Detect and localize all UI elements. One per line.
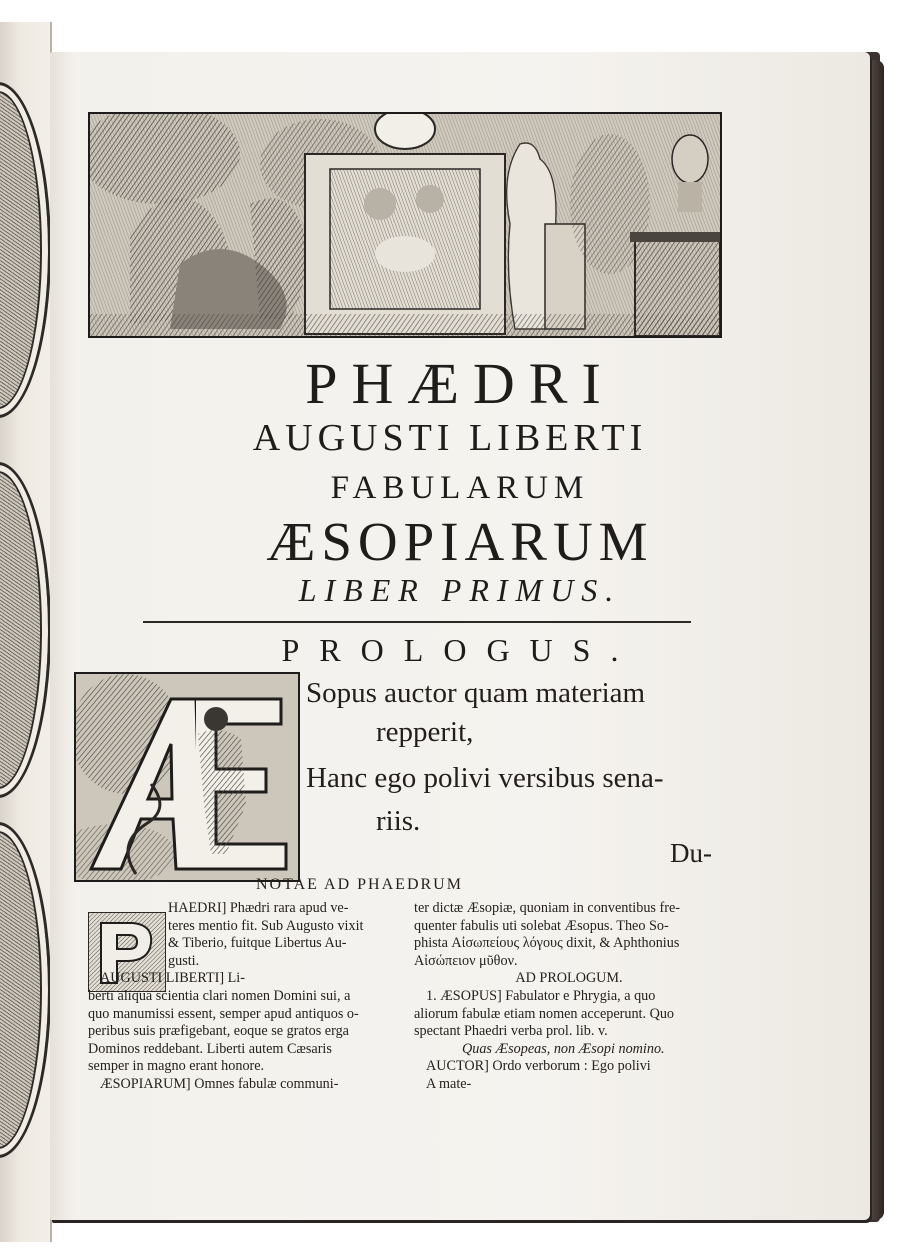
note-left-line: gusti. [168, 952, 200, 969]
note-left-line: semper in magno erant honore. [88, 1058, 265, 1075]
note-right-line: phista Αἰσωπείους λόγους dixit, & Aphthonius [414, 935, 680, 952]
note-left-line: HAEDRI] Phædri rara apud ve- [168, 900, 349, 916]
title-prologus: PROLOGUS. [281, 632, 639, 668]
left-facing-page [0, 22, 52, 1242]
title-aesopiarum: ÆSOPIARUM [266, 511, 654, 572]
note-right-line: Αἰσώπειον μῦθον. [414, 952, 518, 969]
note-right-line: AUCTOR] Ordo verborum : Ego polivi [426, 1058, 651, 1075]
medallion-engraving-2 [0, 462, 51, 798]
verse-line-4: riis. [376, 805, 421, 837]
book-spine-edge [868, 60, 884, 1220]
note-left-line: ÆSOPIARUM] Omnes fabulæ communi- [100, 1075, 339, 1092]
note-left-line: AUGUSTI LIBERTI] Li- [100, 970, 245, 987]
notes-left-column [88, 900, 398, 1094]
note-left-line: Dominos reddebant. Liberti autem Cæsaris [88, 1040, 332, 1057]
note-left-line: quo manumissi essent, semper apud antiquos o- [88, 1005, 359, 1022]
note-right-quote: Quas Æsopeas, non Æsopi nomino. [462, 1040, 665, 1057]
note-left-line: berti aliqua scientia clari nomen Domini sui, a [88, 987, 351, 1004]
note-right-line: spectant Phaedri verba prol. lib. v. [414, 1023, 608, 1040]
title-phaedri: PHÆDRI [305, 351, 615, 416]
note-left-line: teres mentio fit. Sub Augusto vixit [168, 917, 364, 934]
header-engraving [88, 112, 722, 338]
note-left-line: peribus suis præfigebant, eoque se gratos erga [88, 1023, 349, 1040]
note-right-line: quenter fabulis uti solebat Æsopus. Theo So- [414, 917, 669, 934]
title-fabularum: FABULARUM [330, 470, 590, 506]
medallion-engraving-1 [0, 82, 51, 418]
note-left-line: & Tiberio, fuitque Libertus Au- [168, 935, 347, 952]
notes-heading: NOTAE AD PHAEDRUM [256, 876, 463, 893]
medallion-engraving-3 [0, 822, 51, 1158]
note-right-heading: AD PROLOGUM. [515, 970, 623, 987]
note-right-line: ter dictæ Æsopiæ, quoniam in conventibus fre- [414, 900, 680, 916]
verse-line-2: repperit, [376, 716, 474, 748]
verse-line-1: Sopus auctor quam materiam [306, 677, 646, 709]
note-right-line: aliorum fabulæ etiam nomen acceperunt. Quo [414, 1005, 675, 1022]
notes-right-column [414, 900, 724, 1094]
initial-letter-engraving [74, 672, 300, 882]
note-right-line: A mate- [426, 1075, 472, 1092]
title-rule [143, 621, 691, 623]
note-right-line: 1. ÆSOPUS] Fabulator e Phrygia, a quo [426, 987, 656, 1004]
verse-line-3: Hanc ego polivi versibus sena- [306, 762, 664, 794]
title-liber-primus: LIBER PRIMUS. [298, 572, 622, 608]
title-augusti-liberti: AUGUSTI LIBERTI [252, 417, 648, 459]
catchword: Du- [670, 838, 712, 868]
